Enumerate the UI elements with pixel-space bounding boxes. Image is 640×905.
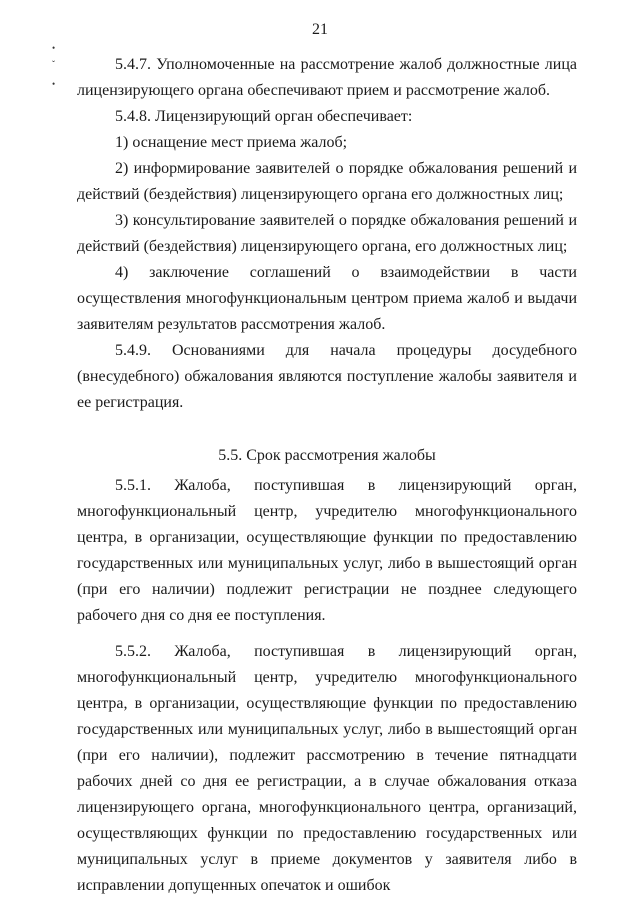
list-item-1: 1) оснащение мест приема жалоб; [115,134,348,151]
paragraph-5-5-1: 5.5.1. Жалоба, поступившая в лицензирующий орган, многофункциональный центр, учредителю многофункционального центра, в организации, осуществляющие функции по предоставлению государственных или муниципальных услуг, либо в вышестоящий орган (при его наличии) подлежит регистрации не позднее следующего рабочего дня со дня ее поступления. [77,477,577,624]
page-number: 21 [312,21,328,38]
paragraph-5-4-9: 5.4.9. Основаниями для начала процедуры досудебного (внесудебного) обжалования являются поступление жалобы заявителя и ее регистрация. [77,342,577,411]
list-item-3: 3) консультирование заявителей о порядке обжалования решений и действий (бездействия) лицензирующего органа, его должностных лиц; [77,212,577,255]
list-item-2: 2) информирование заявителей о порядке обжалования решений и действий (бездействия) лицензирующего органа его должностных лиц; [77,160,577,203]
document-body [77,52,577,899]
scan-mark: • [52,79,56,89]
list-item-4: 4) заключение соглашений о взаимодействии в части осуществления многофункциональным центром приема жалоб и выдачи заявителям результатов рассмотрения жалоб. [77,264,577,333]
section-title: 5.5. Срок рассмотрения жалобы [218,447,436,464]
paragraph-5-4-8: 5.4.8. Лицензирующий орган обеспечивает: [115,108,413,125]
paragraph-5-4-7: 5.4.7. Уполномоченные на рассмотрение жалоб должностные лица лицензирующего органа обеспечивают прием и рассмотрение жалоб. [77,56,577,99]
scan-mark: • [52,43,56,53]
scan-mark: ˇ [52,59,55,69]
paragraph-5-5-2: 5.5.2. Жалоба, поступившая в лицензирующий орган, многофункциональный центр, учредителю многофункционального центра, в организации, осуществляющие функции по предоставлению государственных или муниципальных услуг, либо в вышестоящий орган (при его наличии), подлежит рассмотрению в течение пятнадцати рабочих дней со дня ее регистрации, а в случае обжалования отказа лицензирующего органа, многофункционального центра, организаций, осуществляющих функции по предоставлению государственных или муниципальных услуг в приеме документов у заявителя либо в исправлении допущенных опечаток и ошибок [77,643,577,894]
